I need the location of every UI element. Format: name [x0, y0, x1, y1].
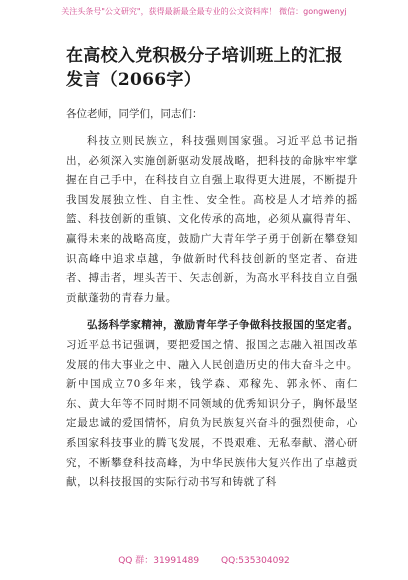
salutation: 各位老师，同学们，同志们：	[66, 108, 203, 120]
section-heading: 弘扬科学家精神，激励青年学子争做科技报国的坚定者。	[87, 319, 358, 332]
footer-qq: QQ:535304092	[221, 556, 290, 566]
paragraph-section-1	[66, 316, 358, 492]
document-body	[66, 44, 358, 493]
document-title: 在高校入党积极分子培训班上的汇报发言（2066字）	[66, 46, 343, 90]
footer-contact	[0, 553, 408, 566]
paragraph-intro: 科技立则民族立，科技强则国家强。习近平总书记指出，必须深入实施创新驱动发展战略，把科技的命脉牢牢掌握在自己手中，在科技自立自强上取得更大进展，不断提升我国发展独立性、自主性、安全性。高校是人才培养的摇篮、科技创新的重镇、文化传承的高地，必须从赢得青年、赢得未来的战略高度，鼓励广大青年学子勇于创新在攀登知识高峰中追求卓越，争做新时代科技创新的坚定者、奋进者、搏击者，埋头苦干、矢志创新，为高水平科技自立自强贡献蓬勃的青春力量。	[66, 135, 358, 304]
footer-qq-group: QQ 群：31991489	[118, 556, 200, 566]
section-body: 习近平总书记强调，要把爱国之情、报国之志融入祖国改革发展的伟大事业之中、融入人民创造历史的伟大奋斗之中。新中国成立70多年来，钱学森、邓稼先、郭永怀、南仁东、黄大年等不同时期不同领域的优秀知识分子，胸怀最坚定最忠诚的爱国情怀，肩负为民族复兴奋斗的强烈使命，心系国家科技事业的腾飞发展，不畏艰难、无私奉献、潜心研究，不断攀登科技高峰，为中华民族伟大复兴作出了卓越贡献，以科技报国的实际行动书写和铸就了科	[66, 338, 358, 489]
header-banner: 关注头条号"公文研究"，获得最新最全最专业的公文资料库！ 微信：gongwenyj	[61, 7, 347, 16]
